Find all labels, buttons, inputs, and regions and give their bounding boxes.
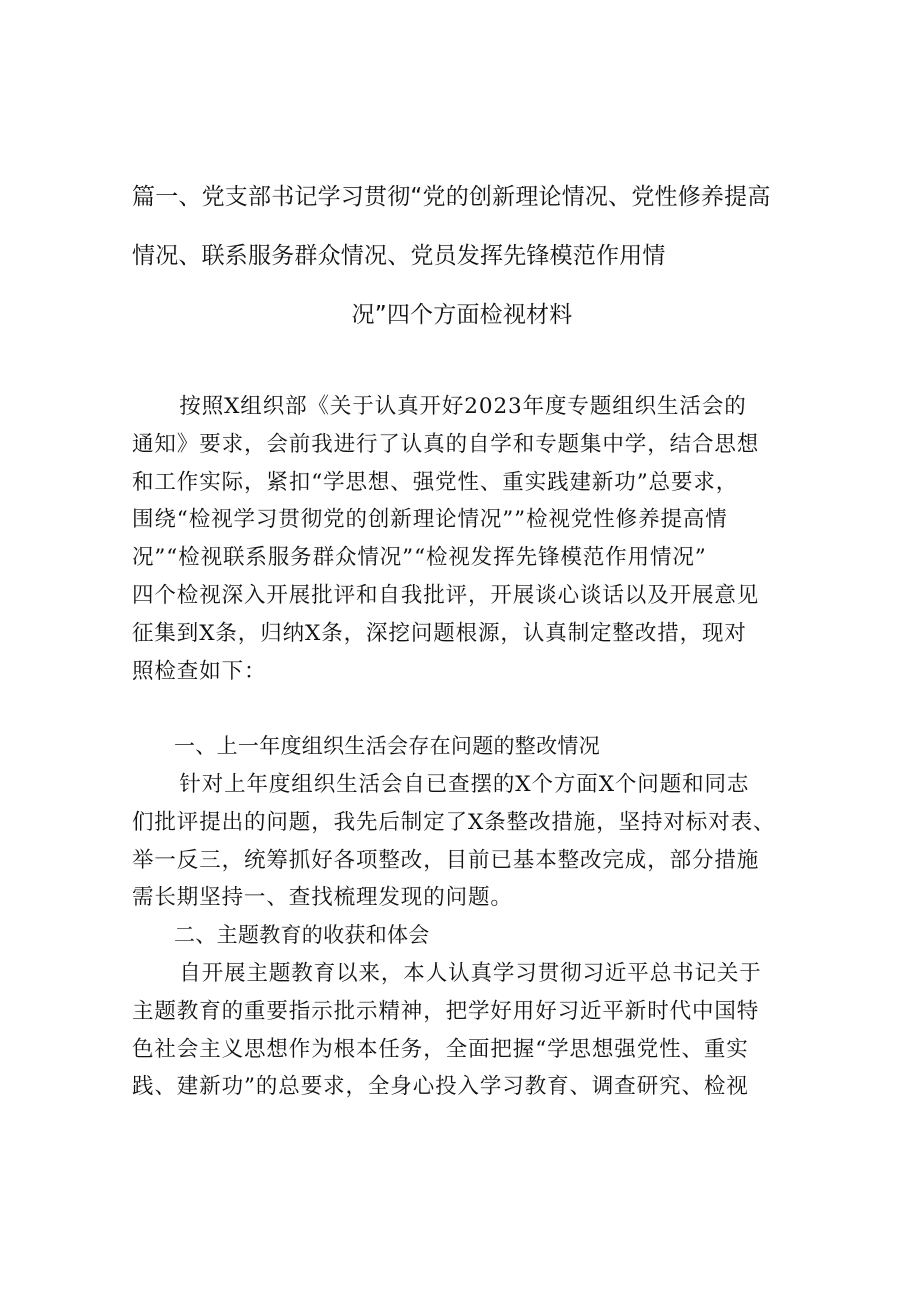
rectification-paragraph: 针对上年度组织生活会自已查摆的X个方面X个问题和同志 们批评提出的问题，我先后制定了X条整改措施，坚持对标对表、 举一反三，统筹抓好各项整改，目前已基本整改完成，部分措施 需长期坚持一、查找梳理发现的问题。 xyxy=(132,772,776,911)
intro-paragraph: 按照X组织部《关于认真开好2023年度专题组织生活会的 通知》要求，会前我进行了认真的自学和专题集中学，结合思想 和工作实际，紧扣“学思想、强党性、重实践建新功”总要求， 围绕“检视学习贯彻党的创新理论情况””检视党性修养提高情 况”“检视联系服务群众情况”“检视发挥先锋模范作用情况” 四个检视深入开展批评和自我批评，开展谈心谈话以及开展意见 征集到X条，归纳X条，深挖问题根源，认真制定整改措，现对 照检查如下： xyxy=(132,394,760,684)
title-line: 况”四个方面检视材料 xyxy=(351,302,573,328)
document-title xyxy=(132,168,792,345)
gains-paragraph: 自开展主题教育以来，本人认真学习贯彻习近平总书记关于 主题教育的重要指示批示精神，把学好用好习近平新时代中国特 色社会主义思想作为根本任务，全面把握“学思想强党性、重实 践、建新功”的总要求，全身心投入学习教育、调查研究、检视 xyxy=(132,961,762,1100)
document-body xyxy=(132,388,797,1106)
section-heading-rectification: 一、上一年度组织生活会存在问题的整改情况 xyxy=(174,734,600,758)
title-line: 篇一、党支部书记学习贯彻“党的创新理论情况、党性修养提高 xyxy=(132,184,771,210)
title-line: 情况、联系服务群众情况、党员发挥先锋模范作用情 xyxy=(132,243,666,269)
section-heading-gains: 二、主题教育的收获和体会 xyxy=(174,923,430,947)
